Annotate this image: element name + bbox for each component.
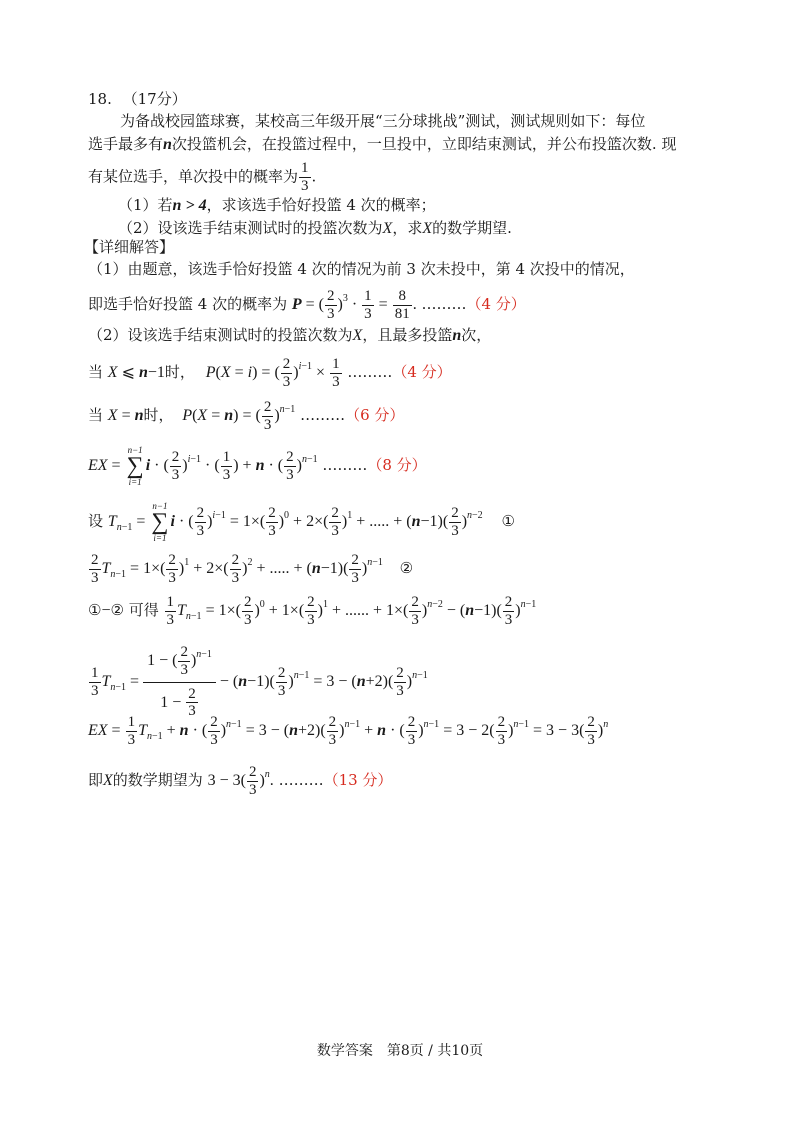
- final-answer: 即X的数学期望为 3 − 3( $\frac{2}{3}$ )$^n$. ………（13 分）: [88, 764, 393, 798]
- formula-p4: P = ( $\frac{2}{3}$ )$^3$ · $\frac{1}{3}$ = $\frac{8}{81}$ .: [291, 288, 417, 322]
- formula-one-third-T: $\frac{1}{3}$ $T_{n-1}$ = 1 − ( $\frac{2}{3}$ )$^{n-1}$ 1 − $\frac{2}{3}$ − (n−1)( $\frac{2}{3}$ )$^{n-1}$ = 3 − (n+2)( $\frac{2}{3}$ )$^{n-1}$: [91, 644, 428, 720]
- problem-points: （17分）: [122, 90, 187, 108]
- problem-header: [88, 92, 187, 107]
- problem-number: 18.: [88, 90, 112, 108]
- formula-define-T: 设 $T_{n-1}$ = n−1 ∑ i=1 i · ( $\frac{2}{3}$ )$^{i-1}$ = 1×( $\frac{2}{3}$ )$^0$ + 2×( $\frac{2}{3}$ )$^1$ + ..... + (n−1)( $\frac{2}{3}$ )$^{n-2}$ ①: [88, 501, 515, 543]
- score-6: （6 分）: [345, 405, 405, 424]
- solution-part2-line1: （2）设该选手结束测试时的投篮次数为X，且最多投篮n次，: [88, 326, 492, 344]
- formula-subtract: ①−② 可得 $\frac{1}{3}$ $T_{n-1} = 1\times$( $\frac{2}{3}$ )$^0$ + 1×( $\frac{2}{3}$ )$^1$ + ...... + 1×( $\frac{2}{3}$ )$^{n-2}$ − (n−1)( $\frac{2}{3}$ )$^{n-1}$: [88, 594, 537, 628]
- score-4b: （4 分）: [392, 362, 452, 381]
- formula-x-eq-n: 当 X = n时， P(X = n) = ( $\frac{2}{3}$ )$^{n-1}$ ………（6 分）: [88, 399, 405, 433]
- circle-2: ②: [399, 558, 414, 577]
- solution-part1-line1: （1）由题意，该选手恰好投篮 4 次的情况为前 3 次未投中，第 4 次投中的情况，: [88, 260, 635, 278]
- score-4: （4 分）: [466, 294, 526, 313]
- fraction-one-third: $\frac{1}{3}$: [301, 160, 309, 194]
- formula-x-le-n-minus-1: 当 X ⩽ n−1时， P(X = i) = ( $\frac{2}{3}$ )$^{i-1}$ × $\frac{1}{3}$ ………（4 分）: [88, 356, 452, 390]
- formula-two-thirds-T: $\frac{2}{3}$ $T_{n-1} = 1\times$( $\frac{2}{3}$ )$^1$ + 2×( $\frac{2}{3}$ )$^2$ + ..... + (n−1)( $\frac{2}{3}$ )$^{n-1}$ ②: [91, 552, 414, 586]
- solution-header: 【详细解答】: [84, 238, 175, 256]
- page-footer: 数学答案 第8页 / 共10页: [316, 1043, 484, 1059]
- question-1: （1）若n > 4，求该选手恰好投篮 4 次的概率；: [118, 196, 436, 214]
- problem-stem-line1: 为备战校园篮球赛，某校高三年级开展“三分球挑战”测试，测试规则如下：每位: [120, 112, 646, 130]
- solution-part1-line2: 即选手恰好投篮 4 次的概率为 P = ( $\frac{2}{3}$ )$^3$ · $\frac{1}{3}$ = $\frac{8}{81}$ . ………（4 分）: [88, 288, 526, 322]
- question-2: （2）设该选手结束测试时的投篮次数为X，求X的数学期望.: [118, 219, 512, 237]
- formula-EX-result: EX = $\frac{1}{3}$ $T_{n-1} + n$ · ( $\frac{2}{3}$ )$^{n-1}$ = 3 − (n+2)( $\frac{2}{3}$ )$^{n-1}$ + n · ( $\frac{2}{3}$ )$^{n-1}$ = 3 − 2( $\frac{2}{3}$ )$^{n-1}$ = 3 − 3( $\frac{2}{3}$ )$^n$: [88, 714, 609, 748]
- problem-stem-line3: 有某位选手，单次投中的概率为 $\frac{1}{3}$ .: [88, 160, 317, 194]
- formula-expectation: EX = n−1 ∑ i=1 i · ( $\frac{2}{3}$ )$^{i-1}$ · ( $\frac{1}{3}$ ) + n · ( $\frac{2}{3}$ )$^{n-1}$ ………（8 分）: [88, 445, 427, 487]
- score-13: （13 分）: [323, 770, 393, 789]
- circle-1: ①: [501, 512, 515, 531]
- problem-stem-line2: 选手最多有n次投篮机会，在投篮过程中，一旦投中，立即结束测试，并公布投篮次数. 现: [88, 135, 677, 153]
- score-8: （8 分）: [367, 456, 427, 475]
